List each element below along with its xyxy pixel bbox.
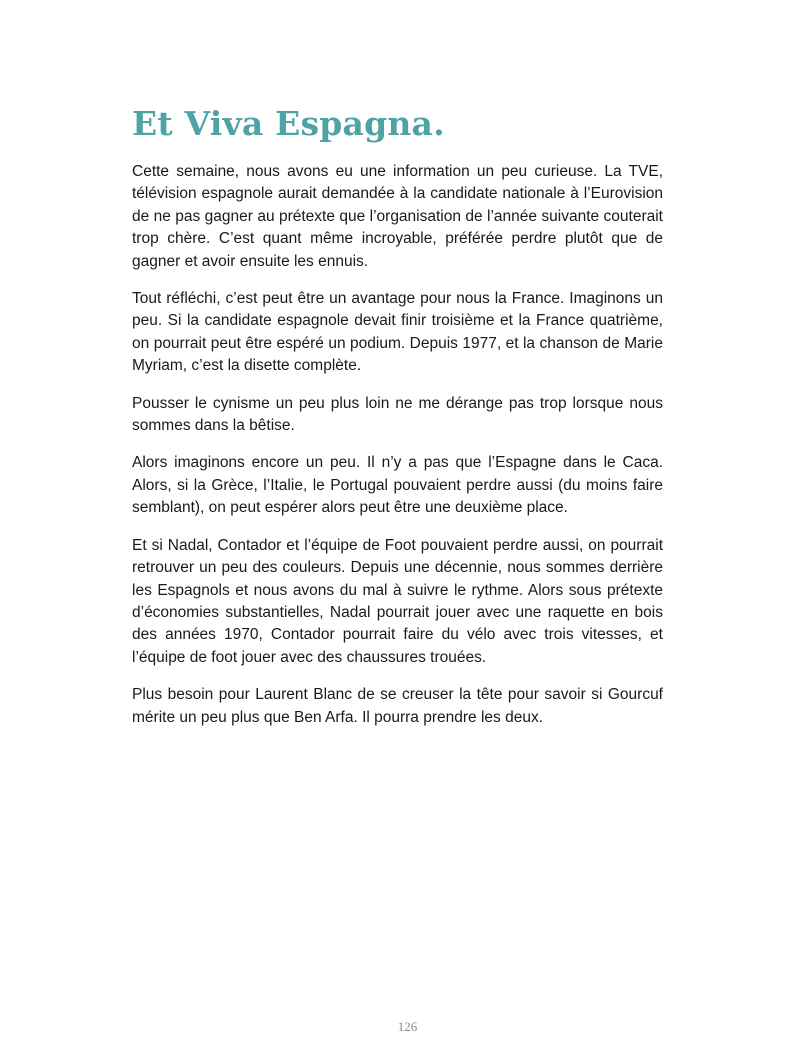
article-body — [132, 161, 663, 744]
paragraph-3: Pousser le cynisme un peu plus loin ne me dérange pas trop lorsque nous sommes dans la bêtise. — [132, 394, 663, 435]
page-title: Et Viva Espagna. — [132, 104, 445, 143]
page-number: 126 — [397, 1019, 418, 1034]
paragraph-4: Alors imaginons encore un peu. Il n’y a pas que l’Espagne dans le Caca. Alors, si la Grèce, l’Italie, le Portugal pouvaient perdre aussi (du moins faire semblant), on peut espérer alors peut être une deuxième place. — [132, 454, 663, 517]
paragraph-2: Tout réfléchi, c’est peut être un avantage pour nous la France. Imaginons un peu. Si la candidate espagnole devait finir troisième et la France quatrième, on pourrait peut être espéré un podium. Depuis 1977, et la chanson de Marie Myriam, c’est la disette complète. — [132, 290, 663, 375]
paragraph-6: Plus besoin pour Laurent Blanc de se creuser la tête pour savoir si Gourcuf mérite un peu plus que Ben Arfa. Il pourra prendre les deux. — [132, 686, 663, 726]
paragraph-5: Et si Nadal, Contador et l’équipe de Foot pouvaient perdre aussi, on pourrait retrouver un peu des couleurs. Depuis une décennie, nous sommes derrière les Espagnols et nous avons du mal à suivre le rythme. Alors sous prétexte d’économies substantielles, Nadal pourrait jouer avec une raquette en bois des années 1970, Contador pourrait faire du vélo avec trois vitesses, et l’équipe de foot jouer avec des chaussures trouées. — [132, 536, 663, 666]
paragraph-1: Cette semaine, nous avons eu une information un peu curieuse. La TVE, télévision espagnole aurait demandée à la candidate nationale à l’Eurovision de ne pas gagner au prétexte que l’organisation de l’année suivante couterait trop chère. C’est quant même incroyable, préférée perdre plutôt que de gagner et avoir ensuite les ennuis. — [132, 163, 663, 270]
